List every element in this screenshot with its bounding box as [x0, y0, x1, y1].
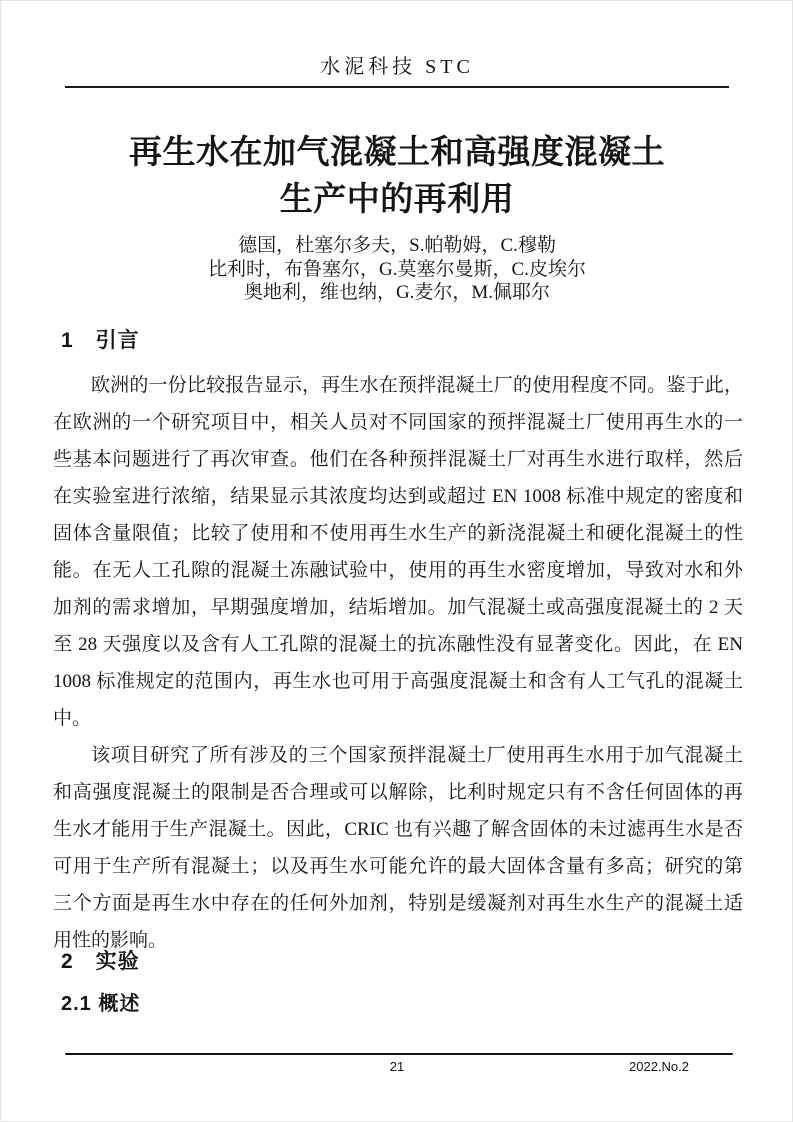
body-line: 在实验室进行浓缩，结果显示其浓度均达到或超过 EN 1008 标准中规定的密度和 — [53, 486, 743, 507]
body-line: 固体含量限值；比较了使用和不使用再生水生产的新浇混凝土和硬化混凝土的性 — [53, 523, 743, 544]
body-line: 加剂的需求增加，早期强度增加，结垢增加。加气混凝土或高强度混凝土的 2 天 — [53, 597, 743, 618]
section-2-1-heading: 2.1 概述 — [61, 993, 141, 1015]
author-block — [57, 234, 737, 305]
footer-rule — [65, 1053, 733, 1055]
body-line: 可用于生产所有混凝土；以及再生水可能允许的最大固体含量有多高；研究的第 — [53, 856, 743, 877]
body-line: 生水才能用于生产混凝土。因此，CRIC 也有兴趣了解含固体的未过滤再生水是否 — [53, 819, 743, 840]
footer-issue-label: 2022.No.2 — [629, 1059, 689, 1074]
article-title-line-2: 生产中的再利用 — [279, 180, 515, 217]
body-line: 和高强度混凝土的限制是否合理或可以解除，比利时规定只有不含任何固体的再 — [53, 782, 743, 803]
article-title-line-1: 再生水在加气混凝土和高强度混凝土 — [129, 133, 665, 170]
section-2-heading: 2 实验 — [61, 950, 140, 973]
author-line-belgium: 比利时，布鲁塞尔，G.莫塞尔曼斯，C.皮埃尔 — [208, 258, 586, 280]
footer-page-number: 21 — [389, 1059, 405, 1074]
body-line: 中。 — [53, 708, 92, 729]
body-line: 能。在无人工孔隙的混凝土冻融试验中，使用的再生水密度增加，导致对水和外 — [53, 560, 743, 581]
body-line: 用性的影响。 — [53, 930, 168, 951]
body-line: 至 28 天强度以及含有人工孔隙的混凝土的抗冻融性没有显著变化。因此，在 EN — [53, 634, 743, 655]
body-line: 在欧洲的一个研究项目中，相关人员对不同国家的预拌混凝土厂使用再生水的一 — [53, 412, 743, 433]
section-1-heading: 1 引言 — [61, 329, 140, 352]
journal-header-title: 水泥科技 STC — [320, 56, 474, 78]
body-line: 三个方面是再生水中存在的任何外加剂，特别是缓凝剂对再生水生产的混凝土适 — [53, 893, 743, 914]
header-rule — [65, 86, 729, 88]
body-line: 些基本问题进行了再次审查。他们在各种预拌混凝土厂对再生水进行取样，然后 — [53, 449, 743, 470]
body-line: 1008 标准规定的范围内，再生水也可用于高强度混凝土和含有人工气孔的混凝土 — [53, 671, 743, 692]
article-title — [57, 128, 737, 222]
author-line-germany: 德国，杜塞尔多夫，S.帕勒姆，C.穆勒 — [238, 235, 556, 256]
author-line-austria: 奥地利，维也纳，G.麦尔，M.佩耶尔 — [243, 282, 551, 303]
intro-paragraph-1 — [53, 367, 743, 737]
body-line: 该项目研究了所有涉及的三个国家预拌混凝土厂使用再生水用于加气混凝土 — [91, 745, 743, 766]
intro-paragraph-2 — [53, 737, 743, 959]
body-line: 欧洲的一份比较报告显示，再生水在预拌混凝土厂的使用程度不同。鉴于此， — [91, 375, 743, 396]
